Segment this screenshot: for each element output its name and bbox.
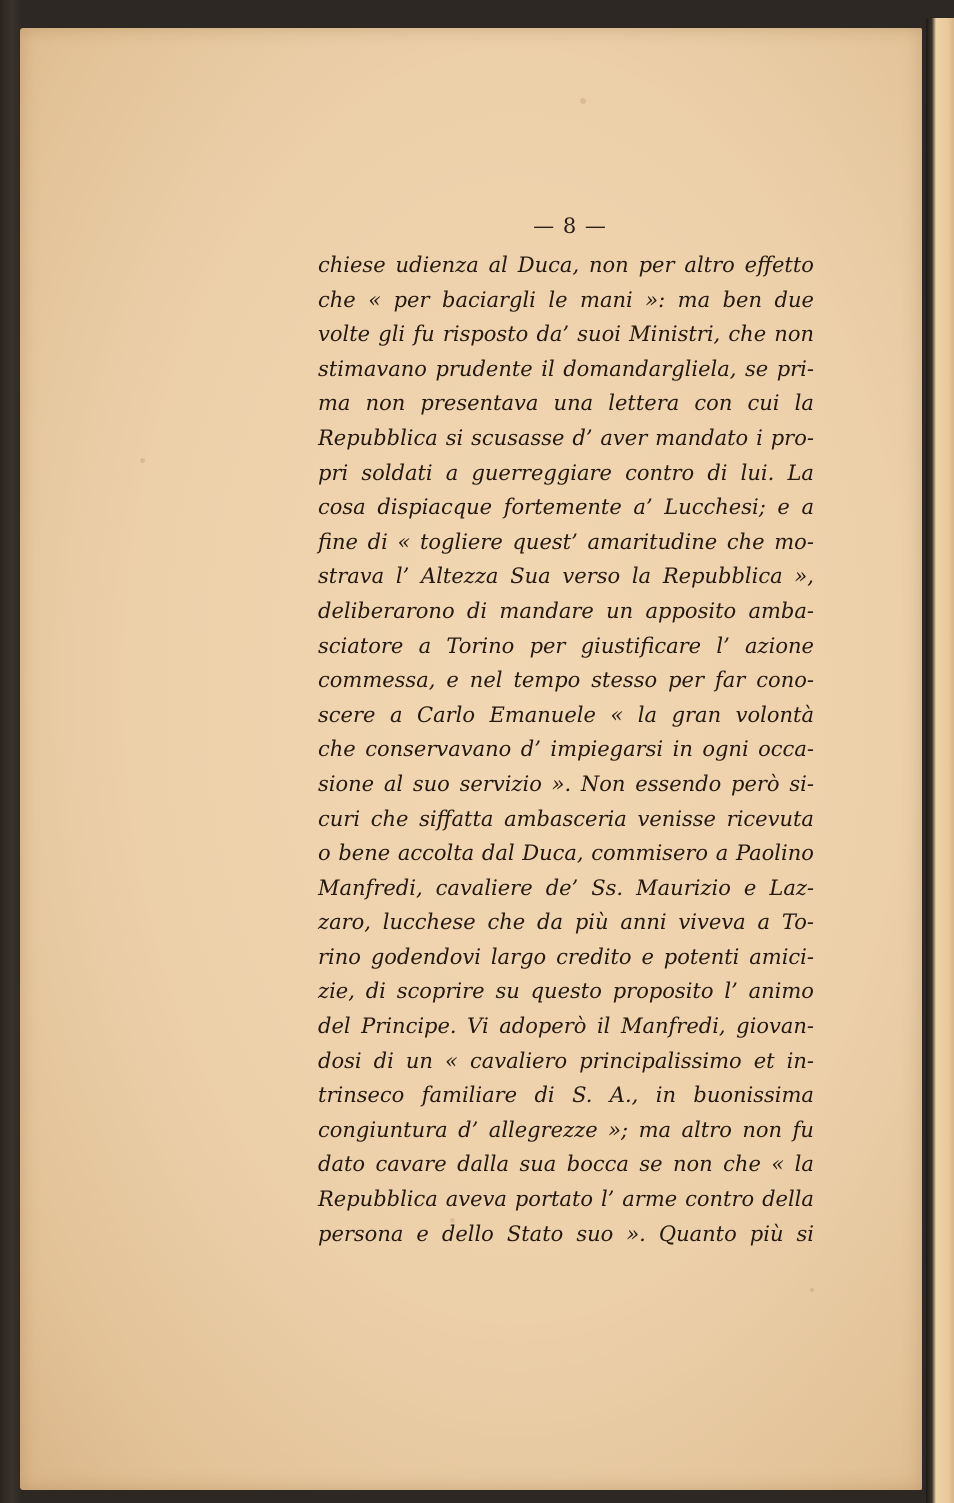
paper-spot bbox=[580, 98, 586, 104]
text-line: Manfredi, cavaliere de’ Ss. Maurizio e Laz- bbox=[318, 875, 814, 900]
text-line: curi che siffatta ambasceria venisse ricevuta bbox=[318, 806, 814, 831]
text-line: o bene accolta dal Duca, commisero a Paolino bbox=[318, 841, 814, 866]
text-line: dato cavare dalla sua bocca se non che « la bbox=[318, 1152, 814, 1177]
text-line: che conservavano d’ impiegarsi in ogni occa- bbox=[318, 737, 814, 762]
text-line: deliberarono di mandare un apposito amba- bbox=[318, 598, 814, 623]
text-line: che « per baciargli le mani »: ma ben due bbox=[318, 287, 814, 312]
text-line: Repubblica si scusasse d’ aver mandato i pro- bbox=[318, 425, 814, 450]
paper-spot bbox=[140, 458, 145, 463]
paper-spot bbox=[810, 1288, 814, 1292]
text-line: scere a Carlo Emanuele « la gran volontà bbox=[318, 702, 814, 727]
text-line: stimavano prudente il domandargliela, se pri- bbox=[318, 356, 814, 381]
next-page-edge bbox=[926, 18, 954, 1503]
text-line: congiuntura d’ allegrezze »; ma altro non fu bbox=[318, 1117, 814, 1142]
text-line: persona e dello Stato suo ». Quanto più si bbox=[318, 1221, 814, 1246]
text-line: Repubblica aveva portato l’ arme contro della bbox=[318, 1187, 814, 1212]
text-line: cosa dispiacque fortemente a’ Lucchesi; e a bbox=[318, 495, 814, 520]
page-number: — 8 — bbox=[533, 214, 607, 238]
text-line: fine di « togliere quest’ amaritudine che mo- bbox=[318, 529, 814, 554]
text-line: ma non presentava una lettera con cui la bbox=[318, 391, 814, 416]
text-line: chiese udienza al Duca, non per altro effetto bbox=[318, 253, 814, 277]
text-line: del Principe. Vi adoperò il Manfredi, giovan- bbox=[318, 1014, 814, 1039]
text-line: trinseco familiare di S. A., in buonissima bbox=[318, 1083, 814, 1108]
text-line: rino godendovi largo credito e potenti amici- bbox=[318, 944, 814, 969]
text-line: sione al suo servizio ». Non essendo però si- bbox=[318, 771, 814, 796]
text-line: dosi di un « cavaliero principalissimo et in- bbox=[318, 1048, 814, 1073]
text-line: strava l’ Altezza Sua verso la Repubblica », bbox=[318, 564, 814, 589]
text-line: sciatore a Torino per giustificare l’ azione bbox=[318, 633, 814, 658]
text-line: pri soldati a guerreggiare contro di lui. La bbox=[318, 460, 814, 485]
text-line: zaro, lucchese che da più anni viveva a To- bbox=[318, 910, 814, 935]
text-line: volte gli fu risposto da’ suoi Ministri, che non bbox=[318, 322, 814, 347]
body-text bbox=[318, 248, 814, 1251]
text-line: commessa, e nel tempo stesso per far cono- bbox=[318, 668, 814, 693]
text-line: zie, di scoprire su questo proposito l’ animo bbox=[318, 979, 814, 1004]
